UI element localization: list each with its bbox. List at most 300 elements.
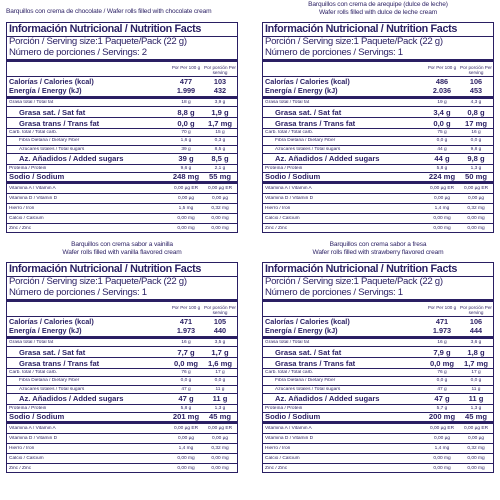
nutrient-label: Calcio / Calcium bbox=[265, 215, 300, 221]
nutrient-label: Azúcares totales / Total sugars bbox=[275, 146, 341, 152]
nutrient-per100: 3,4 g bbox=[433, 107, 451, 117]
nutrient-label: Carb. total / Total carb. bbox=[9, 370, 58, 376]
nutrient-perserving: 8,5 g bbox=[211, 154, 229, 164]
nutrient-label: Vitamina D / Vitamin D bbox=[265, 435, 314, 441]
nutrient-perserving: 9,8 g bbox=[470, 146, 482, 152]
nutrient-per100: 0,00 µg ER bbox=[173, 425, 199, 431]
nutrient-per100: 0,00 µg bbox=[177, 195, 195, 201]
nutrient-perserving: 0,3 g bbox=[214, 138, 226, 144]
energy-block bbox=[7, 77, 237, 99]
energy-value: 453 bbox=[469, 85, 483, 95]
nutrient-label: Zinc / Zinc bbox=[9, 225, 32, 231]
nutrient-perserving: 0,32 mg bbox=[467, 445, 485, 451]
energy-labels bbox=[7, 317, 169, 336]
calories-value: 106 bbox=[469, 77, 483, 86]
nutrient-row bbox=[263, 394, 493, 405]
nutrient-perserving: 0,00 µg ER bbox=[207, 425, 233, 431]
nutrient-label: Fibra Dietaria / Dietary Fiber bbox=[275, 138, 336, 144]
energy-value: 1.973 bbox=[176, 325, 196, 335]
nutrient-label: Hierro / Iron bbox=[265, 205, 291, 211]
nutrition-facts-box bbox=[262, 262, 494, 473]
column-header-perserving: Por porción Per serving bbox=[204, 65, 236, 75]
nutrient-label: Vitamina D / Vitamin D bbox=[265, 195, 314, 201]
nutrient-per100: 0,00 mg bbox=[433, 225, 451, 231]
energy-block bbox=[263, 317, 493, 339]
nutrient-label: Carb. total / Total carb. bbox=[9, 130, 58, 136]
nutrient-per100: 39 g bbox=[178, 154, 194, 164]
energy-value: 444 bbox=[469, 325, 483, 335]
nutrient-per100: 39 g bbox=[181, 146, 191, 152]
calories-label: Calorías / Calories (kcal) bbox=[9, 317, 94, 326]
nutrient-label: Vitamina D / Vitamin D bbox=[9, 195, 58, 201]
serving-size: Porción / Serving size:1 Paquete/Pack (22 g) bbox=[265, 37, 443, 47]
nutrient-row bbox=[263, 358, 493, 369]
nutrient-perserving: 3,6 g bbox=[470, 340, 482, 346]
nutrient-row bbox=[263, 413, 493, 424]
nutrient-perserving: 0,00 µg ER bbox=[463, 185, 489, 191]
energy-value: 2.036 bbox=[432, 85, 452, 95]
nutrient-row bbox=[7, 154, 237, 165]
servings-per-pack: Número de porciones / Servings: 2 bbox=[7, 48, 237, 63]
nutrient-perserving: 8,5 g bbox=[214, 146, 226, 152]
nutrient-perserving: 9,8 g bbox=[467, 154, 485, 164]
nutrient-per100: 0,00 mg bbox=[177, 455, 195, 461]
nutrient-per100: 0,00 µg bbox=[433, 435, 451, 441]
nutrient-row bbox=[263, 154, 493, 165]
product-caption-line: Wafer rolls filled with dulce de leche cream bbox=[318, 8, 438, 16]
serving-size: Porción / Serving size:1 Paquete/Pack (22 g) bbox=[9, 37, 187, 47]
energy-labels bbox=[7, 77, 169, 96]
nutrient-label: Fibra Dietaria / Dietary Fiber bbox=[19, 138, 80, 144]
nutrient-per100: 0,00 µg bbox=[177, 435, 195, 441]
nutrient-per100: 0,00 µg ER bbox=[173, 185, 199, 191]
nutrient-label: Sodio / Sodium bbox=[265, 172, 321, 182]
nutrient-perserving: 17 g bbox=[471, 370, 481, 376]
nutrition-panel bbox=[262, 1, 494, 233]
nutrient-row bbox=[7, 444, 237, 454]
product-caption-line: Barquillos con crema sabor a fresa bbox=[329, 241, 427, 248]
nutrient-label: Grasa sat. / Sat fat bbox=[275, 347, 342, 357]
nutrient-row bbox=[263, 129, 493, 137]
nutrient-per100: 1,4 mg bbox=[434, 445, 450, 451]
nutrient-label: Hierro / Iron bbox=[9, 205, 35, 211]
nutrient-per100: 0,00 mg bbox=[433, 455, 451, 461]
nutrient-perserving: 16 g bbox=[471, 130, 481, 136]
nutrient-label: Grasa total / Total fat bbox=[265, 100, 310, 106]
column-header-per100: Por Per 100 g bbox=[427, 305, 457, 310]
nutrient-per100: 0,0 g bbox=[436, 138, 448, 144]
nutrient-per100: 47 g bbox=[434, 394, 450, 404]
nutrient-label: Vitamina A / Vitamin A bbox=[265, 425, 312, 431]
nutrient-perserving: 55 mg bbox=[209, 172, 231, 182]
nutrient-row bbox=[7, 146, 237, 154]
nutrient-perserving: 0,00 mg bbox=[467, 225, 485, 231]
product-caption-line: Wafer rolls filled with vanilla flavored cream bbox=[62, 248, 182, 256]
nutrient-perserving: 0,00 mg bbox=[467, 455, 485, 461]
nutrient-perserving: 0,00 mg bbox=[211, 455, 229, 461]
energy-block bbox=[263, 77, 493, 99]
nutrient-label: Azúcares totales / Total sugars bbox=[19, 146, 85, 152]
nutrient-row bbox=[7, 377, 237, 385]
column-header-per100: Por Per 100 g bbox=[427, 65, 457, 70]
energy-values bbox=[169, 317, 203, 336]
column-header-per100: Por Per 100 g bbox=[171, 65, 201, 70]
nutrient-row bbox=[263, 464, 493, 472]
nutrient-perserving: 1,7 mg bbox=[463, 358, 489, 368]
product-caption bbox=[262, 241, 494, 256]
servings-per-pack: Número de porciones / Servings: 1 bbox=[263, 48, 493, 63]
nutrient-label: Grasa total / Total fat bbox=[9, 340, 54, 346]
nutrient-row bbox=[263, 339, 493, 347]
nutrient-per100: 0,00 mg bbox=[177, 465, 195, 471]
nutrient-row bbox=[263, 224, 493, 232]
nutrient-label: Zinc / Zinc bbox=[265, 465, 288, 471]
column-header-perserving: Por porción Per serving bbox=[460, 65, 492, 75]
energy-value: 1.999 bbox=[176, 85, 196, 95]
nutrient-label: Vitamina A / Vitamin A bbox=[9, 185, 56, 191]
nutrient-row bbox=[263, 173, 493, 184]
nutrient-perserving: 2,1 g bbox=[214, 165, 226, 171]
nutrient-per100: 200 mg bbox=[428, 412, 456, 422]
nutrient-row bbox=[7, 99, 237, 107]
nutrient-label: Vitamina A / Vitamin A bbox=[265, 185, 312, 191]
nutrient-per100: 76 g bbox=[437, 370, 447, 376]
nutrient-label: Az. Añadidos / Added sugars bbox=[275, 394, 380, 404]
nutrient-label: Azúcares totales / Total sugars bbox=[275, 386, 341, 392]
calories-value: 105 bbox=[213, 317, 227, 326]
product-caption-line: Barquillos con crema de arequipe (dulce de leche) bbox=[308, 1, 448, 8]
nutrient-per100: 0,00 mg bbox=[177, 215, 195, 221]
nutrient-row bbox=[7, 173, 237, 184]
nutrient-per100: 7,7 g bbox=[177, 347, 195, 357]
nutrient-per100: 1,6 g bbox=[180, 138, 192, 144]
nutrient-label: Calcio / Calcium bbox=[265, 455, 300, 461]
nutrition-panel bbox=[262, 241, 494, 473]
nutrient-label: Fibra Dietaria / Dietary Fiber bbox=[275, 378, 336, 384]
nutrient-row bbox=[263, 204, 493, 214]
nutrient-row bbox=[263, 184, 493, 194]
nutrient-label: Vitamina D / Vitamin D bbox=[9, 435, 58, 441]
nutrient-label: Az. Añadidos / Added sugars bbox=[19, 154, 124, 164]
nutrient-per100: 0,0 g bbox=[436, 378, 448, 384]
nutrient-perserving: 0,32 mg bbox=[211, 445, 229, 451]
calories-value: 471 bbox=[179, 317, 193, 326]
nutrient-per100: 248 mg bbox=[172, 172, 200, 182]
nutrient-label: Hierro / Iron bbox=[265, 445, 291, 451]
column-header-perserving: Por porción Per serving bbox=[460, 305, 492, 315]
nutrient-perserving: 0,32 mg bbox=[211, 205, 229, 211]
nutrient-per100: 0,00 µg ER bbox=[429, 185, 455, 191]
nutrient-label: Grasa trans / Trans fat bbox=[275, 118, 356, 128]
nutrient-perserving: 3,9 g bbox=[214, 100, 226, 106]
nutrient-row bbox=[263, 454, 493, 464]
nutrient-row bbox=[263, 377, 493, 385]
column-headers bbox=[7, 62, 237, 77]
nutrient-perserving: 0,32 mg bbox=[467, 205, 485, 211]
serving-size: Porción / Serving size:1 Paquete/Pack (22 g) bbox=[9, 277, 187, 287]
nutrient-row bbox=[7, 204, 237, 214]
nutrient-per100: 5,8 g bbox=[436, 165, 448, 171]
nutrient-row bbox=[263, 118, 493, 129]
column-headers bbox=[7, 302, 237, 317]
energy-values bbox=[169, 77, 203, 96]
calories-value: 471 bbox=[435, 317, 449, 326]
nutrient-row bbox=[7, 394, 237, 405]
nutrient-perserving: 3,5 g bbox=[214, 340, 226, 346]
nutrient-perserving: 1,8 g bbox=[467, 347, 485, 357]
nutrient-row bbox=[7, 137, 237, 145]
nutrient-label: Zinc / Zinc bbox=[265, 225, 288, 231]
nutrient-label: Az. Añadidos / Added sugars bbox=[19, 394, 124, 404]
nutrient-per100: 1,4 mg bbox=[434, 205, 450, 211]
nutrient-perserving: 11 g bbox=[468, 394, 484, 404]
nutrient-row bbox=[7, 454, 237, 464]
nutrient-perserving: 1,7 g bbox=[211, 347, 229, 357]
nutrient-per100: 8,8 g bbox=[177, 107, 195, 117]
servings-per-pack: Número de porciones / Servings: 1 bbox=[263, 288, 493, 303]
nutrient-per100: 47 g bbox=[437, 386, 447, 392]
nutrient-label: Grasa trans / Trans fat bbox=[19, 118, 100, 128]
nutrient-label: Sodio / Sodium bbox=[9, 172, 65, 182]
nutrient-per100: 19 g bbox=[437, 100, 447, 106]
energy-labels bbox=[263, 317, 425, 336]
energy-label: Energía / Energy (kJ) bbox=[9, 85, 82, 95]
nutrient-row bbox=[7, 224, 237, 232]
nutrient-perserving: 11 g bbox=[215, 386, 225, 392]
nutrient-label: Proteína / Protein bbox=[9, 405, 47, 411]
nutrient-label: Grasa trans / Trans fat bbox=[275, 358, 356, 368]
nutrient-perserving: 50 mg bbox=[465, 172, 487, 182]
nutrient-per100: 9,6 g bbox=[180, 165, 192, 171]
nutrient-row bbox=[7, 424, 237, 434]
energy-label: Energía / Energy (kJ) bbox=[265, 325, 338, 335]
nutrition-panel bbox=[6, 241, 238, 473]
nutrient-row bbox=[263, 424, 493, 434]
product-caption bbox=[262, 1, 494, 16]
nutrient-per100: 0,00 µg bbox=[433, 195, 451, 201]
nutrient-per100: 70 g bbox=[181, 130, 191, 136]
column-header-per100: Por Per 100 g bbox=[171, 305, 201, 310]
energy-block bbox=[7, 317, 237, 339]
nutrient-perserving: 1,3 g bbox=[470, 405, 482, 411]
nutrient-perserving: 0,0 g bbox=[214, 378, 226, 384]
nutrient-per100: 44 g bbox=[434, 154, 450, 164]
nutrient-per100: 0,00 µg ER bbox=[429, 425, 455, 431]
nutrient-row bbox=[7, 107, 237, 118]
column-headers bbox=[263, 62, 493, 77]
nutrient-row bbox=[263, 137, 493, 145]
nutrient-row bbox=[7, 129, 237, 137]
nutrient-label: Proteína / Protein bbox=[265, 405, 303, 411]
nutrient-label: Grasa sat. / Sat fat bbox=[275, 107, 342, 117]
nutrient-row bbox=[7, 358, 237, 369]
nutrient-label: Carb. total / Total carb. bbox=[265, 130, 314, 136]
nutrient-label: Az. Añadidos / Added sugars bbox=[275, 154, 380, 164]
nutrient-per100: 0,00 mg bbox=[433, 465, 451, 471]
calories-value: 106 bbox=[469, 317, 483, 326]
nutrient-label: Calcio / Calcium bbox=[9, 455, 44, 461]
nutrient-perserving: 0,00 µg bbox=[211, 435, 229, 441]
nutrient-label: Vitamina A / Vitamin A bbox=[9, 425, 56, 431]
nutrient-label: Carb. total / Total carb. bbox=[265, 370, 314, 376]
nutrient-perserving: 11 g bbox=[212, 394, 228, 404]
energy-values bbox=[425, 77, 459, 96]
calories-label: Calorías / Calories (kcal) bbox=[9, 77, 94, 86]
nutrient-perserving: 0,00 mg bbox=[467, 215, 485, 221]
product-caption-line: Wafer rolls filled with strawberry flavored cream bbox=[312, 248, 444, 256]
nutrient-row bbox=[7, 194, 237, 204]
nutrient-label: Sodio / Sodium bbox=[265, 412, 321, 422]
nutrient-perserving: 0,8 g bbox=[467, 107, 485, 117]
nutrient-perserving: 1,9 g bbox=[211, 107, 229, 117]
nutrient-row bbox=[263, 214, 493, 224]
nutrient-row bbox=[7, 184, 237, 194]
nutrient-perserving: 0,00 mg bbox=[467, 465, 485, 471]
nutrient-row bbox=[7, 386, 237, 394]
nutrient-perserving: 0,00 mg bbox=[211, 215, 229, 221]
nutrient-label: Azúcares totales / Total sugars bbox=[19, 386, 85, 392]
nutrient-per100: 5,8 g bbox=[180, 405, 192, 411]
nutrition-facts-box bbox=[262, 22, 494, 233]
nutrient-row bbox=[263, 99, 493, 107]
nutrient-label: Grasa sat. / Sat fat bbox=[19, 107, 86, 117]
nutrient-label: Fibra Dietaria / Dietary Fiber bbox=[19, 378, 80, 384]
nutrient-per100: 0,00 mg bbox=[433, 215, 451, 221]
nutrient-per100: 0,0 g bbox=[180, 378, 192, 384]
nutrition-title: Información Nutricional / Nutrition Facts bbox=[263, 263, 493, 277]
product-caption bbox=[6, 8, 238, 16]
energy-value: 432 bbox=[213, 85, 227, 95]
energy-value: 440 bbox=[213, 325, 227, 335]
nutrient-perserving: 1,6 mg bbox=[207, 358, 233, 368]
nutrient-perserving: 15 g bbox=[215, 130, 225, 136]
nutrient-perserving: 4,3 g bbox=[470, 100, 482, 106]
nutrient-row bbox=[263, 347, 493, 358]
energy-label: Energía / Energy (kJ) bbox=[9, 325, 82, 335]
nutrient-per100: 0,0 mg bbox=[173, 358, 199, 368]
nutrient-per100: 0,0 g bbox=[177, 118, 195, 128]
energy-values bbox=[459, 317, 493, 336]
nutrient-row bbox=[263, 444, 493, 454]
nutrient-perserving: 1,3 g bbox=[214, 405, 226, 411]
nutrient-label: Proteína / Protein bbox=[9, 165, 47, 171]
nutrient-perserving: 0,00 mg bbox=[211, 465, 229, 471]
calories-value: 103 bbox=[213, 77, 227, 86]
nutrient-per100: 0,0 g bbox=[433, 118, 451, 128]
nutrient-row bbox=[263, 386, 493, 394]
nutrient-per100: 18 g bbox=[181, 100, 191, 106]
nutrient-perserving: 11 g bbox=[471, 386, 481, 392]
calories-label: Calorías / Calories (kcal) bbox=[265, 317, 350, 326]
nutrient-per100: 0,00 mg bbox=[177, 225, 195, 231]
nutrient-label: Zinc / Zinc bbox=[9, 465, 32, 471]
nutrient-per100: 224 mg bbox=[428, 172, 456, 182]
calories-value: 486 bbox=[435, 77, 449, 86]
nutrient-row bbox=[263, 434, 493, 444]
nutrient-per100: 1,4 mg bbox=[178, 445, 194, 451]
nutrient-perserving: 1,3 g bbox=[470, 165, 482, 171]
nutrient-per100: 16 g bbox=[437, 340, 447, 346]
nutrient-row bbox=[7, 434, 237, 444]
nutrient-row bbox=[263, 107, 493, 118]
nutrient-row bbox=[7, 369, 237, 377]
nutrient-perserving: 0,00 µg bbox=[467, 195, 485, 201]
nutrient-per100: 76 g bbox=[181, 370, 191, 376]
nutrient-perserving: 1,7 mg bbox=[207, 118, 233, 128]
nutrient-perserving: 45 mg bbox=[209, 412, 231, 422]
nutrient-row bbox=[7, 464, 237, 472]
nutrient-per100: 16 g bbox=[181, 340, 191, 346]
nutrition-title: Información Nutricional / Nutrition Facts bbox=[7, 23, 237, 37]
column-header-perserving: Por porción Per serving bbox=[204, 305, 236, 315]
nutrient-per100: 47 g bbox=[178, 394, 194, 404]
nutrient-row bbox=[7, 339, 237, 347]
energy-values bbox=[425, 317, 459, 336]
nutrient-label: Proteína / Protein bbox=[265, 165, 303, 171]
nutrient-label: Grasa total / Total fat bbox=[9, 100, 54, 106]
nutrient-perserving: 0,00 µg bbox=[211, 195, 229, 201]
nutrient-perserving: 17 mg bbox=[465, 118, 487, 128]
energy-values bbox=[203, 317, 237, 336]
nutrient-perserving: 0,0 g bbox=[470, 378, 482, 384]
serving-size: Porción / Serving size:1 Paquete/Pack (22 g) bbox=[265, 277, 443, 287]
energy-values bbox=[203, 77, 237, 96]
nutrition-title: Información Nutricional / Nutrition Facts bbox=[7, 263, 237, 277]
nutrition-title: Información Nutricional / Nutrition Facts bbox=[263, 23, 493, 37]
nutrient-per100: 44 g bbox=[437, 146, 447, 152]
product-caption-line: Barquillos con crema de chocolate / Wafer rolls filled with chocolate cream bbox=[6, 8, 212, 15]
servings-per-pack: Número de porciones / Servings: 1 bbox=[7, 288, 237, 303]
nutrient-label: Calcio / Calcium bbox=[9, 215, 44, 221]
nutrient-row bbox=[7, 413, 237, 424]
nutrient-row bbox=[263, 369, 493, 377]
energy-label: Energía / Energy (kJ) bbox=[265, 85, 338, 95]
nutrient-label: Grasa trans / Trans fat bbox=[19, 358, 100, 368]
nutrient-perserving: 0,0 g bbox=[470, 138, 482, 144]
nutrient-perserving: 17 g bbox=[215, 370, 225, 376]
nutrition-facts-box bbox=[6, 262, 238, 473]
nutrient-perserving: 0,00 µg ER bbox=[207, 185, 233, 191]
calories-label: Calorías / Calories (kcal) bbox=[265, 77, 350, 86]
nutrient-perserving: 45 mg bbox=[465, 412, 487, 422]
column-headers bbox=[263, 302, 493, 317]
nutrient-per100: 7,9 g bbox=[433, 347, 451, 357]
calories-value: 477 bbox=[179, 77, 193, 86]
nutrient-per100: 201 mg bbox=[172, 412, 200, 422]
nutrient-perserving: 0,00 µg ER bbox=[463, 425, 489, 431]
product-caption-line: Barquillos con crema sabor a vainilla bbox=[71, 241, 173, 248]
nutrient-per100: 5,7 g bbox=[436, 405, 448, 411]
energy-value: 1.973 bbox=[432, 325, 452, 335]
nutrient-per100: 1,5 mg bbox=[178, 205, 194, 211]
nutrition-facts-box bbox=[6, 22, 238, 233]
nutrient-label: Sodio / Sodium bbox=[9, 412, 65, 422]
nutrient-perserving: 0,00 µg bbox=[467, 435, 485, 441]
nutrient-row bbox=[263, 146, 493, 154]
nutrient-row bbox=[7, 118, 237, 129]
energy-labels bbox=[263, 77, 425, 96]
product-caption bbox=[6, 241, 238, 256]
nutrient-label: Grasa sat. / Sat fat bbox=[19, 347, 86, 357]
nutrient-row bbox=[7, 214, 237, 224]
nutrient-per100: 0,0 mg bbox=[429, 358, 455, 368]
nutrient-row bbox=[7, 347, 237, 358]
nutrient-per100: 75 g bbox=[437, 130, 447, 136]
nutrition-panel bbox=[6, 8, 238, 233]
nutrient-label: Grasa total / Total fat bbox=[265, 340, 310, 346]
nutrient-perserving: 0,00 mg bbox=[211, 225, 229, 231]
nutrient-label: Hierro / Iron bbox=[9, 445, 35, 451]
